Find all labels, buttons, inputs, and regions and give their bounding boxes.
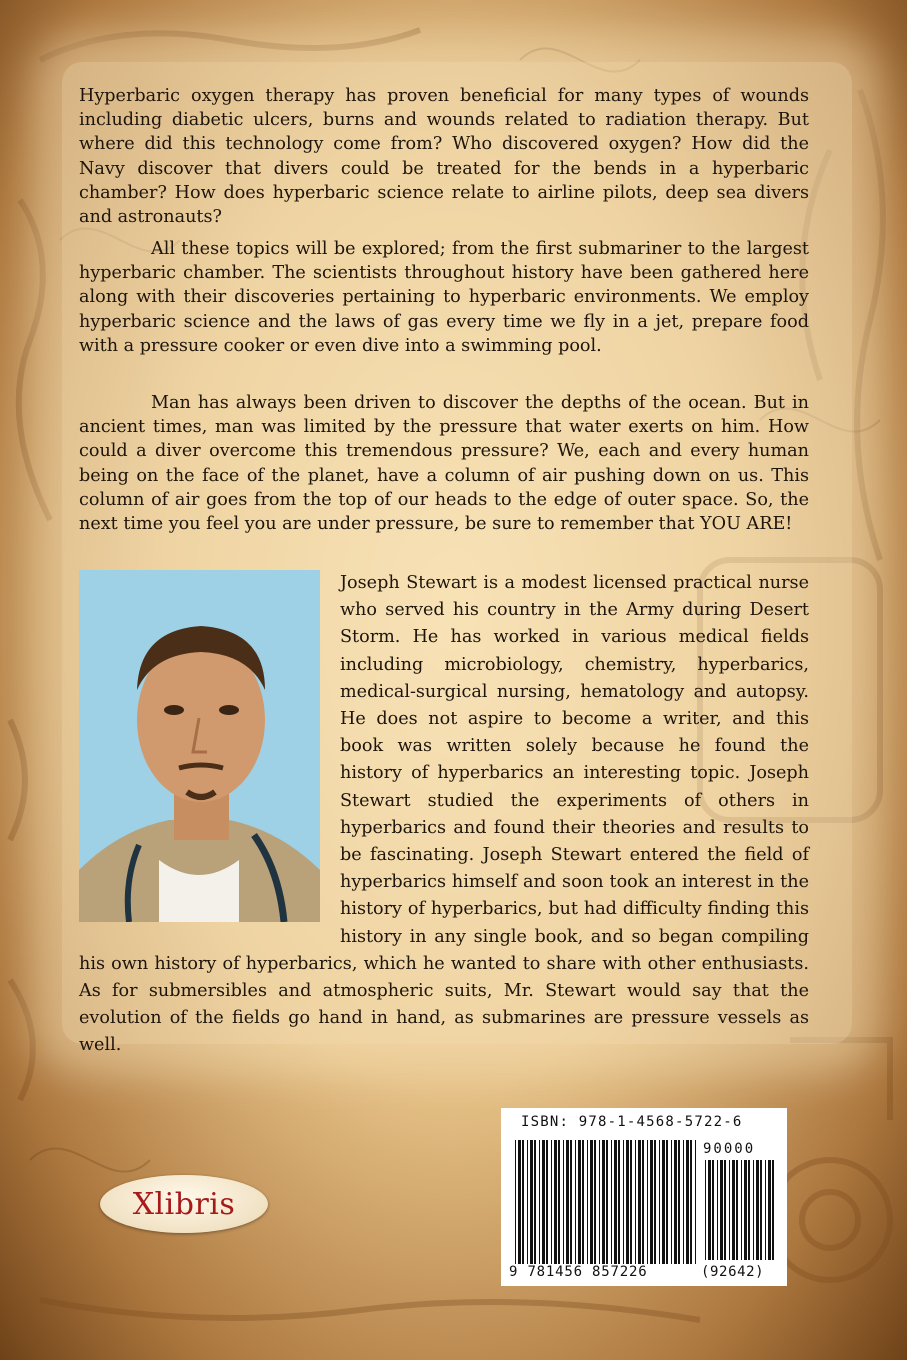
addon-barcode	[705, 1160, 777, 1260]
addon-digits: (92642)	[701, 1264, 765, 1280]
blurb-paragraph-1: Hyperbaric oxygen therapy has proven beneficial for many types of wounds including diabetic ulcers, burns and wounds related to radiation therapy. But where did this technology come from? Who discovered oxygen? How did the Navy discover that divers could be treated for the bends in a hyperbaric chamber? How does hyperbaric science relate to airline pilots, deep sea divers and astronauts?	[79, 86, 809, 228]
blurb-paragraph-3: Man has always been driven to discover the depths of the ocean. But in ancient times, man was limited by the pressure that water exerts on him. How could a diver overcome this tremendous pressure? We, each and every human being on the face of the planet, have a column of air pushing down on us. This column of air goes from the top of our heads to the edge of outer space. So, the next time you feel you are under pressure, be sure to remember that YOU ARE!	[79, 393, 809, 535]
author-photo	[79, 570, 320, 922]
publisher-name: Xlibris	[132, 1186, 236, 1222]
isbn-text: ISBN: 978-1-4568-5722-6	[521, 1114, 743, 1130]
price-code: 90000	[703, 1141, 756, 1157]
ean-digits: 9 781456 857226	[509, 1264, 648, 1280]
blurb-paragraph-2: All these topics will be explored; from the first submariner to the largest hyperbaric chamber. The scientists throughout history have been gathered here along with their discoveries pertaining to hyperbaric environments. We employ hyperbaric science and the laws of gas every time we fly in a jet, prepare food with a pressure cooker or even dive into a swimming pool.	[79, 239, 809, 356]
isbn-barcode-block	[501, 1108, 787, 1286]
author-bio-section	[79, 570, 809, 1060]
author-bio-text: Joseph Stewart is a modest licensed practical nurse who served his country in the Army during Desert Storm. He has worked in various medical fields including microbiology, chemistry, hyperbarics, medical-surgical nursing, hematology and autopsy. He does not aspire to become a writer, and this book was written solely because he found the history of hyperbarics an interesting topic. Joseph Stewart studied the experiments of others in hyperbarics and found their theories and results to be fascinating. Joseph Stewart entered the field of hyperbarics himself and soon took an interest in the history of hyperbarics, but had difficulty finding this history in any single book, and so began compiling his own history of hyperbarics, which he wanted to share with other enthusiasts. As for submersibles and atmospheric suits, Mr. Stewart would say that the evolution of the fields go hand in hand, as submarines are pressure vessels as well.	[79, 573, 809, 1056]
ean-barcode	[515, 1140, 699, 1264]
publisher-logo	[100, 1175, 268, 1233]
